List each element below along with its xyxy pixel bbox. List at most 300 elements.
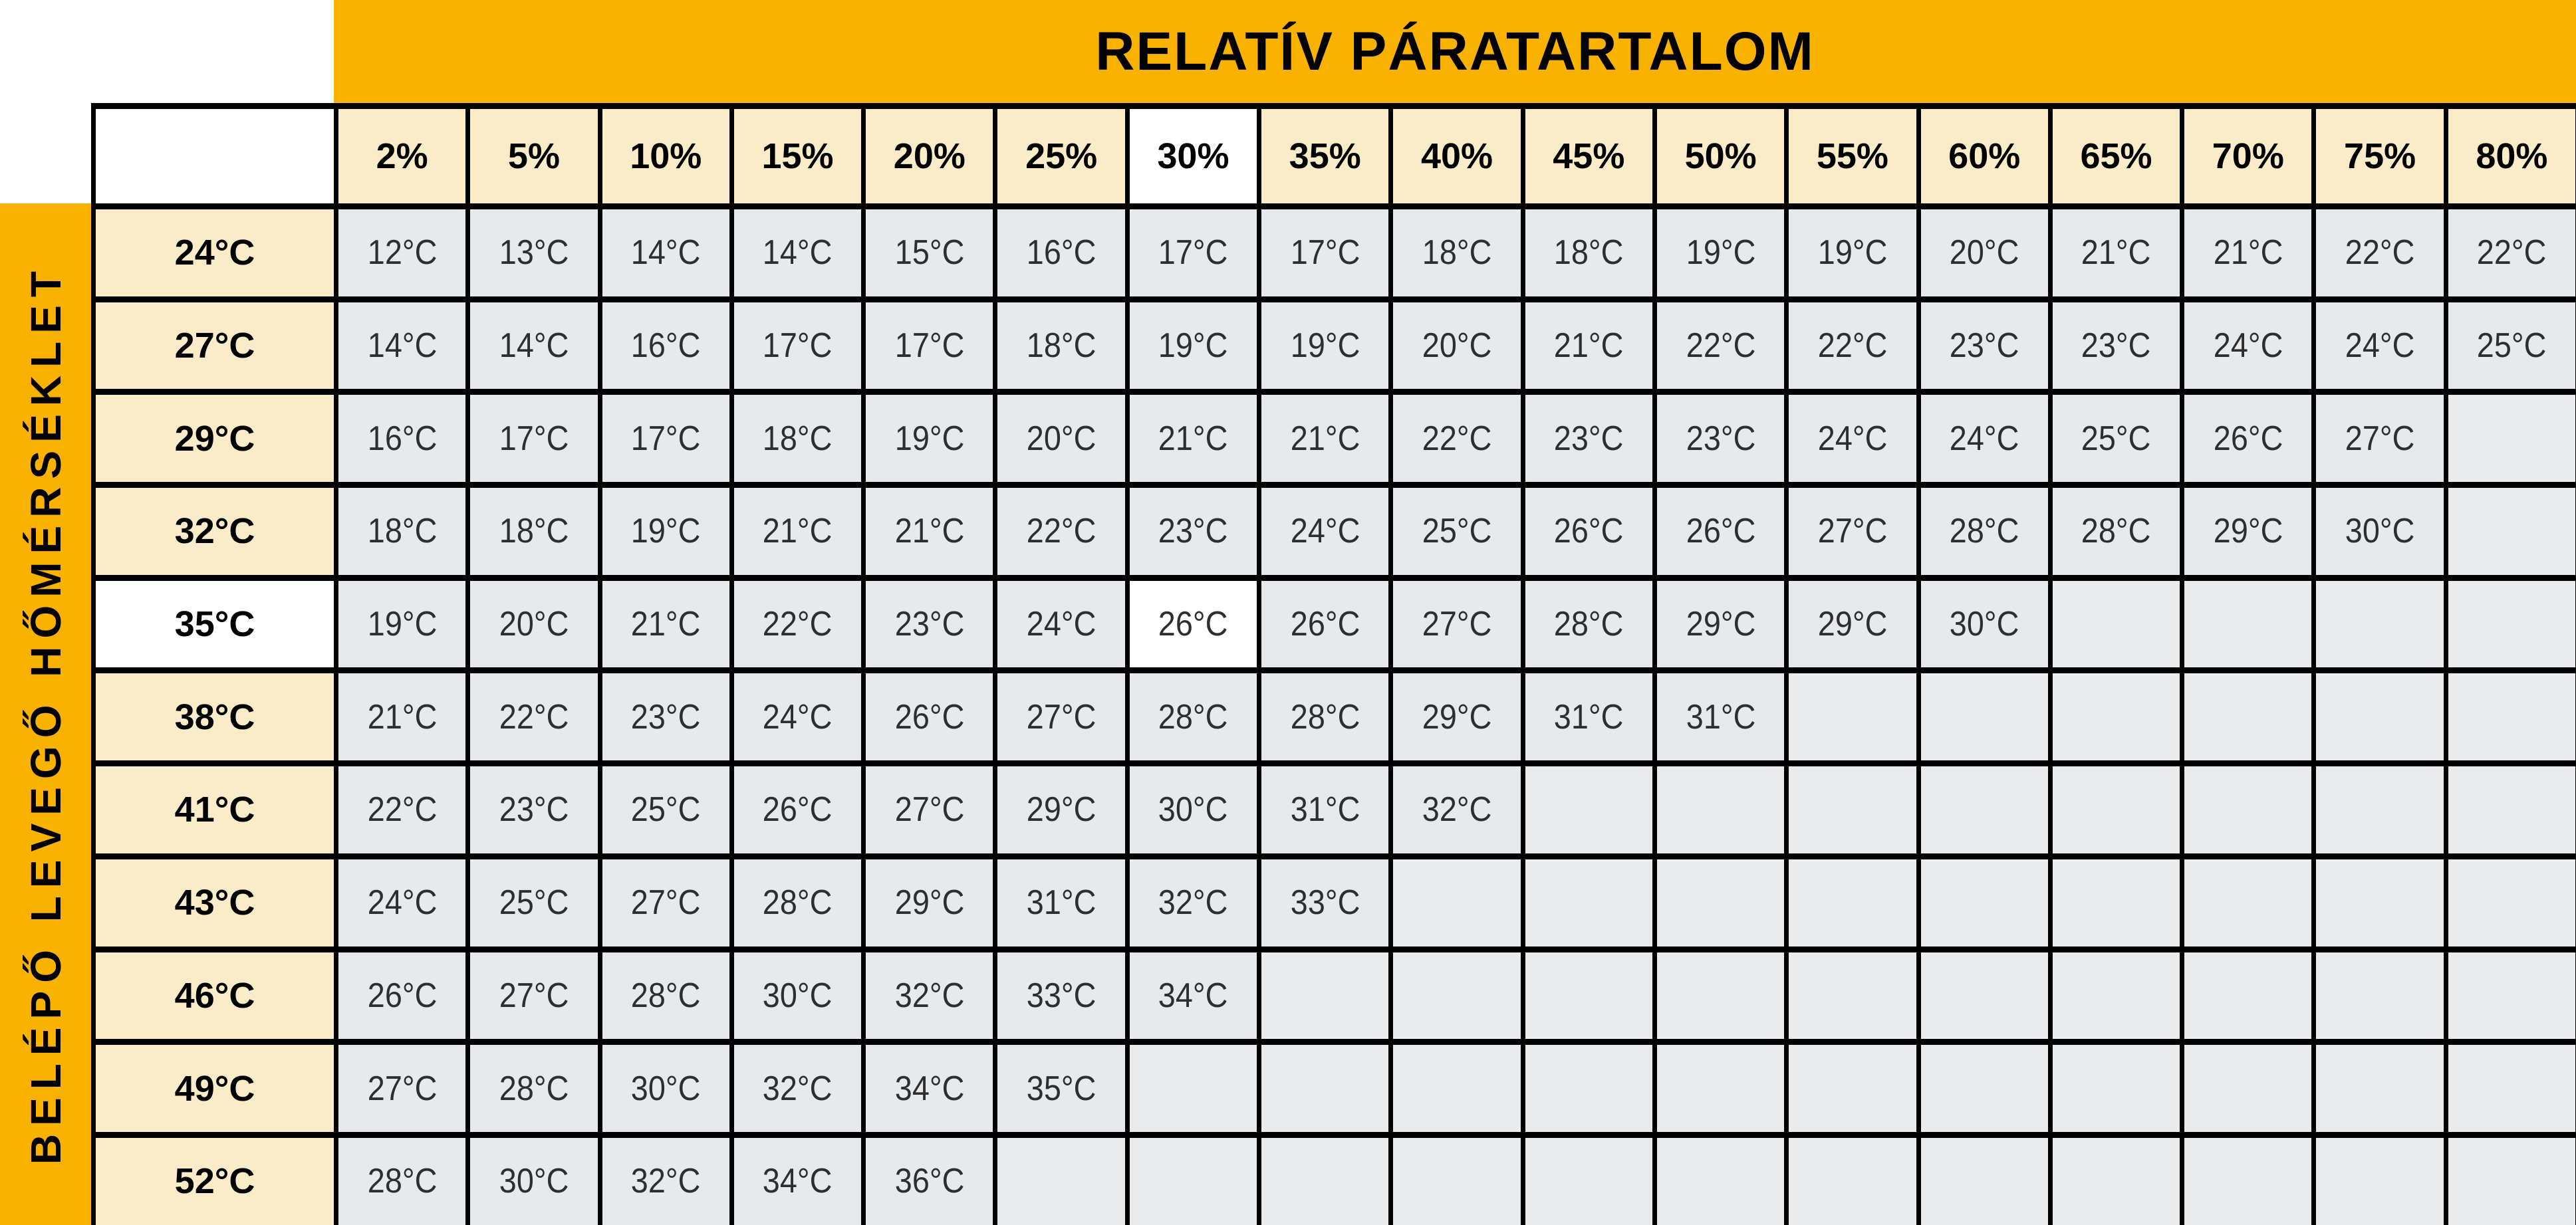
empty-cell	[2314, 578, 2446, 671]
cell-value: 29°C	[1817, 605, 1888, 644]
value-cell-35°C-15%	[731, 578, 863, 671]
cell-value: 20°C	[1949, 233, 2019, 273]
empty-cell	[1391, 1135, 1523, 1225]
value-cell-49°C-5%	[468, 1042, 600, 1135]
row-header-27°C: 27°C	[94, 299, 336, 392]
value-cell-49°C-25%	[995, 1042, 1127, 1135]
cell-value: 32°C	[1422, 790, 1492, 830]
cell-value: 32°C	[894, 976, 965, 1015]
cell-value: 22°C	[499, 697, 569, 736]
cell-value: 36°C	[894, 1162, 965, 1201]
cell-value: 28°C	[1554, 605, 1624, 644]
cell-value: 27°C	[1026, 697, 1096, 736]
empty-cell	[2050, 949, 2182, 1042]
empty-cell	[2182, 856, 2314, 949]
cell-value: 13°C	[499, 233, 569, 273]
empty-cell	[2050, 764, 2182, 857]
value-cell-24°C-35%	[1259, 207, 1391, 300]
value-cell-24°C-2%	[336, 207, 468, 300]
cell-value: 14°C	[499, 326, 569, 366]
cell-value: 17°C	[1290, 233, 1360, 273]
empty-cell	[2314, 1135, 2446, 1225]
value-cell-41°C-10%	[600, 764, 731, 857]
value-cell-41°C-20%	[864, 764, 995, 857]
col-header-10%: 10%	[600, 106, 731, 207]
empty-cell	[1127, 1135, 1259, 1225]
value-cell-38°C-40%	[1391, 671, 1523, 764]
cell-value: 19°C	[1158, 326, 1228, 366]
value-cell-32°C-10%	[600, 485, 731, 578]
empty-cell	[1787, 671, 1918, 764]
cell-value: 27°C	[367, 1069, 437, 1108]
value-cell-27°C-55%	[1787, 299, 1918, 392]
row-header-32°C: 32°C	[94, 485, 336, 578]
cell-value: 28°C	[367, 1162, 437, 1201]
value-cell-35°C-5%	[468, 578, 600, 671]
value-cell-32°C-65%	[2050, 485, 2182, 578]
value-cell-35°C-60%	[1918, 578, 2050, 671]
value-cell-24°C-75%	[2314, 207, 2446, 300]
cell-value: 14°C	[630, 233, 701, 273]
cell-value: 26°C	[894, 697, 965, 736]
cell-value: 19°C	[1686, 233, 1755, 273]
value-cell-43°C-5%	[468, 856, 600, 949]
cell-value: 23°C	[1949, 326, 2019, 366]
table-row-41°C	[94, 764, 2576, 857]
value-cell-32°C-2%	[336, 485, 468, 578]
value-cell-24°C-15%	[731, 207, 863, 300]
cell-value: 19°C	[1817, 233, 1888, 273]
empty-cell	[1523, 949, 1654, 1042]
value-cell-46°C-25%	[995, 949, 1127, 1042]
empty-cell	[2314, 1042, 2446, 1135]
value-cell-43°C-30%	[1127, 856, 1259, 949]
cell-value: 28°C	[499, 1069, 569, 1108]
cell-value: 22°C	[2345, 233, 2415, 273]
cell-value: 20°C	[499, 605, 569, 644]
row-header-41°C: 41°C	[94, 764, 336, 857]
cell-value: 26°C	[763, 790, 833, 830]
value-cell-43°C-2%	[336, 856, 468, 949]
cell-value: 25°C	[499, 883, 569, 923]
col-header-40%: 40%	[1391, 106, 1523, 207]
cell-value: 15°C	[894, 233, 965, 273]
value-cell-32°C-5%	[468, 485, 600, 578]
empty-cell	[1918, 1135, 2050, 1225]
cell-value: 24°C	[763, 697, 833, 736]
cell-value: 29°C	[1026, 790, 1096, 830]
empty-cell	[2182, 1135, 2314, 1225]
table-row-32°C	[94, 485, 2576, 578]
cell-value: 27°C	[894, 790, 965, 830]
value-cell-41°C-2%	[336, 764, 468, 857]
cell-value: 26°C	[1686, 512, 1755, 551]
column-axis-title-band	[334, 0, 2576, 103]
value-cell-27°C-80%	[2446, 299, 2576, 392]
cell-value: 23°C	[1554, 419, 1624, 458]
value-cell-32°C-60%	[1918, 485, 2050, 578]
value-cell-27°C-5%	[468, 299, 600, 392]
cell-value: 21°C	[2081, 233, 2151, 273]
value-cell-27°C-15%	[731, 299, 863, 392]
cell-value: 25°C	[2477, 326, 2547, 366]
value-cell-41°C-15%	[731, 764, 863, 857]
empty-cell	[1391, 1042, 1523, 1135]
value-cell-24°C-65%	[2050, 207, 2182, 300]
cell-value: 19°C	[1290, 326, 1360, 366]
cell-value: 31°C	[1686, 697, 1755, 736]
empty-cell	[1918, 764, 2050, 857]
cell-value: 14°C	[763, 233, 833, 273]
empty-cell	[2446, 856, 2576, 949]
col-header-20%: 20%	[864, 106, 995, 207]
cell-value: 27°C	[1422, 605, 1492, 644]
col-header-25%: 25%	[995, 106, 1127, 207]
cell-value: 29°C	[2213, 512, 2283, 551]
value-cell-24°C-45%	[1523, 207, 1654, 300]
col-header-80%: 80%	[2446, 106, 2576, 207]
cell-value: 12°C	[367, 233, 437, 273]
empty-cell	[1391, 856, 1523, 949]
empty-cell	[995, 1135, 1127, 1225]
col-header-60%: 60%	[1918, 106, 2050, 207]
cell-value: 22°C	[1026, 512, 1096, 551]
value-cell-27°C-20%	[864, 299, 995, 392]
value-cell-35°C-40%	[1391, 578, 1523, 671]
value-cell-32°C-35%	[1259, 485, 1391, 578]
value-cell-29°C-55%	[1787, 392, 1918, 485]
empty-cell	[2050, 1042, 2182, 1135]
value-cell-29°C-35%	[1259, 392, 1391, 485]
value-cell-27°C-45%	[1523, 299, 1654, 392]
empty-cell	[2446, 392, 2576, 485]
cell-value: 24°C	[1026, 605, 1096, 644]
table-row-46°C	[94, 949, 2576, 1042]
value-cell-43°C-35%	[1259, 856, 1391, 949]
cell-value: 14°C	[367, 326, 437, 366]
value-cell-43°C-15%	[731, 856, 863, 949]
cell-value: 28°C	[1949, 512, 2019, 551]
cell-value: 22°C	[367, 790, 437, 830]
value-cell-29°C-60%	[1918, 392, 2050, 485]
cell-value: 26°C	[367, 976, 437, 1015]
empty-cell	[1259, 1135, 1391, 1225]
value-cell-32°C-50%	[1654, 485, 1786, 578]
cell-value: 32°C	[763, 1069, 833, 1108]
cell-value: 22°C	[2477, 233, 2547, 273]
cell-value: 24°C	[1817, 419, 1888, 458]
cell-value: 18°C	[367, 512, 437, 551]
empty-cell	[1787, 764, 1918, 857]
value-cell-29°C-2%	[336, 392, 468, 485]
col-header-65%: 65%	[2050, 106, 2182, 207]
value-cell-27°C-60%	[1918, 299, 2050, 392]
value-cell-24°C-50%	[1654, 207, 1786, 300]
empty-cell	[1918, 949, 2050, 1042]
cell-value: 26°C	[1290, 605, 1360, 644]
cell-value: 33°C	[1026, 976, 1096, 1015]
table-body	[94, 207, 2576, 1225]
col-header-45%: 45%	[1523, 106, 1654, 207]
row-header-46°C: 46°C	[94, 949, 336, 1042]
empty-cell	[1523, 856, 1654, 949]
cell-value: 29°C	[1422, 697, 1492, 736]
value-cell-32°C-30%	[1127, 485, 1259, 578]
cell-value: 27°C	[499, 976, 569, 1015]
cell-value: 28°C	[1158, 697, 1228, 736]
cell-value: 28°C	[1290, 697, 1360, 736]
cell-value: 27°C	[2345, 419, 2415, 458]
cell-value: 30°C	[630, 1069, 701, 1108]
value-cell-49°C-10%	[600, 1042, 731, 1135]
value-cell-27°C-10%	[600, 299, 731, 392]
value-cell-35°C-50%	[1654, 578, 1786, 671]
cell-value: 19°C	[367, 605, 437, 644]
value-cell-41°C-35%	[1259, 764, 1391, 857]
value-cell-27°C-75%	[2314, 299, 2446, 392]
column-axis-title: RELATÍV PÁRATARTALOM	[1095, 21, 1815, 82]
value-cell-41°C-5%	[468, 764, 600, 857]
cell-value: 35°C	[1026, 1069, 1096, 1108]
empty-cell	[1523, 1042, 1654, 1135]
cell-value: 19°C	[630, 512, 701, 551]
cell-value: 34°C	[763, 1162, 833, 1201]
empty-cell	[2314, 856, 2446, 949]
col-header-15%: 15%	[731, 106, 863, 207]
value-cell-41°C-30%	[1127, 764, 1259, 857]
col-header-70%: 70%	[2182, 106, 2314, 207]
value-cell-29°C-50%	[1654, 392, 1786, 485]
empty-cell	[2050, 856, 2182, 949]
row-header-24°C: 24°C	[94, 207, 336, 300]
cell-value: 30°C	[2345, 512, 2415, 551]
cell-value: 18°C	[1554, 233, 1624, 273]
value-cell-41°C-40%	[1391, 764, 1523, 857]
value-cell-41°C-25%	[995, 764, 1127, 857]
value-cell-24°C-70%	[2182, 207, 2314, 300]
value-cell-38°C-10%	[600, 671, 731, 764]
value-cell-32°C-70%	[2182, 485, 2314, 578]
empty-cell	[1787, 1042, 1918, 1135]
value-cell-38°C-2%	[336, 671, 468, 764]
row-header-29°C: 29°C	[94, 392, 336, 485]
row-axis-title-band	[0, 203, 91, 1225]
value-cell-46°C-15%	[731, 949, 863, 1042]
empty-cell	[1259, 949, 1391, 1042]
empty-cell	[1654, 1135, 1786, 1225]
value-cell-29°C-70%	[2182, 392, 2314, 485]
cell-value: 17°C	[763, 326, 833, 366]
value-cell-32°C-45%	[1523, 485, 1654, 578]
empty-cell	[1787, 856, 1918, 949]
value-cell-46°C-2%	[336, 949, 468, 1042]
value-cell-32°C-55%	[1787, 485, 1918, 578]
value-cell-52°C-10%	[600, 1135, 731, 1225]
cell-value: 30°C	[1158, 790, 1228, 830]
cell-value: 31°C	[1554, 697, 1624, 736]
empty-cell	[1523, 1135, 1654, 1225]
cell-value: 24°C	[1949, 419, 2019, 458]
cell-value: 21°C	[367, 697, 437, 736]
value-cell-24°C-25%	[995, 207, 1127, 300]
cell-value: 30°C	[499, 1162, 569, 1201]
value-cell-29°C-45%	[1523, 392, 1654, 485]
empty-cell	[2050, 578, 2182, 671]
value-cell-35°C-35%	[1259, 578, 1391, 671]
col-header-2%: 2%	[336, 106, 468, 207]
empty-cell	[2314, 671, 2446, 764]
value-cell-49°C-2%	[336, 1042, 468, 1135]
cell-value: 16°C	[1026, 233, 1096, 273]
cell-value: 23°C	[1158, 512, 1228, 551]
empty-cell	[1391, 949, 1523, 1042]
header-row	[94, 106, 2576, 207]
value-cell-29°C-15%	[731, 392, 863, 485]
cell-value: 22°C	[763, 605, 833, 644]
empty-cell	[2446, 1135, 2576, 1225]
empty-cell	[1918, 671, 2050, 764]
value-cell-29°C-40%	[1391, 392, 1523, 485]
value-cell-43°C-20%	[864, 856, 995, 949]
cell-value: 17°C	[499, 419, 569, 458]
value-cell-32°C-75%	[2314, 485, 2446, 578]
value-cell-24°C-60%	[1918, 207, 2050, 300]
table-row-24°C	[94, 207, 2576, 300]
empty-cell	[1654, 949, 1786, 1042]
value-cell-35°C-55%	[1787, 578, 1918, 671]
row-header-49°C: 49°C	[94, 1042, 336, 1135]
value-cell-38°C-20%	[864, 671, 995, 764]
cell-value: 21°C	[630, 605, 701, 644]
cell-value: 26°C	[1554, 512, 1624, 551]
row-header-38°C: 38°C	[94, 671, 336, 764]
empty-cell	[1523, 764, 1654, 857]
row-header-52°C: 52°C	[94, 1135, 336, 1225]
value-cell-35°C-25%	[995, 578, 1127, 671]
value-cell-27°C-2%	[336, 299, 468, 392]
row-header-35°C: 35°C	[94, 578, 336, 671]
cell-value: 21°C	[1158, 419, 1228, 458]
cell-value: 26°C	[2213, 419, 2283, 458]
cell-value: 24°C	[1290, 512, 1360, 551]
cell-value: 22°C	[1686, 326, 1755, 366]
table-row-49°C	[94, 1042, 2576, 1135]
value-cell-32°C-20%	[864, 485, 995, 578]
cell-value: 34°C	[894, 1069, 965, 1108]
temperature-humidity-table	[91, 103, 2576, 1225]
value-cell-27°C-35%	[1259, 299, 1391, 392]
value-cell-38°C-25%	[995, 671, 1127, 764]
empty-cell	[2182, 949, 2314, 1042]
empty-cell	[2182, 764, 2314, 857]
cell-value: 31°C	[1026, 883, 1096, 923]
cell-value: 23°C	[630, 697, 701, 736]
cell-value: 21°C	[763, 512, 833, 551]
table-row-35°C	[94, 578, 2576, 671]
value-cell-46°C-10%	[600, 949, 731, 1042]
cell-value: 28°C	[2081, 512, 2151, 551]
col-header-55%: 55%	[1787, 106, 1918, 207]
empty-cell	[2446, 1042, 2576, 1135]
value-cell-29°C-5%	[468, 392, 600, 485]
value-cell-29°C-20%	[864, 392, 995, 485]
value-cell-29°C-75%	[2314, 392, 2446, 485]
value-cell-49°C-20%	[864, 1042, 995, 1135]
cell-value: 25°C	[2081, 419, 2151, 458]
value-cell-35°C-45%	[1523, 578, 1654, 671]
cell-value: 34°C	[1158, 976, 1228, 1015]
empty-cell	[2182, 578, 2314, 671]
value-cell-35°C-10%	[600, 578, 731, 671]
cell-value: 24°C	[2213, 326, 2283, 366]
value-cell-38°C-30%	[1127, 671, 1259, 764]
value-cell-52°C-5%	[468, 1135, 600, 1225]
value-cell-38°C-45%	[1523, 671, 1654, 764]
value-cell-27°C-30%	[1127, 299, 1259, 392]
value-cell-35°C-20%	[864, 578, 995, 671]
value-cell-32°C-40%	[1391, 485, 1523, 578]
col-header-5%: 5%	[468, 106, 600, 207]
cell-value: 30°C	[763, 976, 833, 1015]
value-cell-43°C-10%	[600, 856, 731, 949]
value-cell-32°C-15%	[731, 485, 863, 578]
value-cell-52°C-20%	[864, 1135, 995, 1225]
value-cell-27°C-40%	[1391, 299, 1523, 392]
cell-value: 18°C	[1026, 326, 1096, 366]
value-cell-49°C-15%	[731, 1042, 863, 1135]
cell-value: 33°C	[1290, 883, 1360, 923]
empty-cell	[1787, 1135, 1918, 1225]
empty-cell	[2446, 578, 2576, 671]
cell-value: 23°C	[499, 790, 569, 830]
cell-value: 17°C	[1158, 233, 1228, 273]
cell-value: 18°C	[1422, 233, 1492, 273]
col-header-75%: 75%	[2314, 106, 2446, 207]
empty-cell	[1259, 1042, 1391, 1135]
value-cell-38°C-50%	[1654, 671, 1786, 764]
value-cell-29°C-30%	[1127, 392, 1259, 485]
empty-cell	[2446, 949, 2576, 1042]
cell-value: 19°C	[894, 419, 965, 458]
cell-value: 16°C	[630, 326, 701, 366]
empty-cell	[1787, 949, 1918, 1042]
cell-value: 30°C	[1949, 605, 2019, 644]
cell-value: 25°C	[1422, 512, 1492, 551]
value-cell-43°C-25%	[995, 856, 1127, 949]
empty-cell	[2050, 671, 2182, 764]
cell-value: 31°C	[1290, 790, 1360, 830]
value-cell-24°C-5%	[468, 207, 600, 300]
value-cell-38°C-35%	[1259, 671, 1391, 764]
table-row-27°C	[94, 299, 2576, 392]
cell-value: 16°C	[367, 419, 437, 458]
value-cell-46°C-30%	[1127, 949, 1259, 1042]
cell-value: 18°C	[499, 512, 569, 551]
cell-value: 24°C	[2345, 326, 2415, 366]
cell-value: 25°C	[630, 790, 701, 830]
col-header-30%: 30%	[1127, 106, 1259, 207]
cell-value: 20°C	[1026, 419, 1096, 458]
cell-value: 27°C	[630, 883, 701, 923]
cell-value: 21°C	[1290, 419, 1360, 458]
value-cell-24°C-10%	[600, 207, 731, 300]
col-header-50%: 50%	[1654, 106, 1786, 207]
value-cell-38°C-5%	[468, 671, 600, 764]
cell-value: 23°C	[1686, 419, 1755, 458]
empty-cell	[1918, 1042, 2050, 1135]
cell-value: 21°C	[894, 512, 965, 551]
cell-value: 29°C	[1686, 605, 1755, 644]
